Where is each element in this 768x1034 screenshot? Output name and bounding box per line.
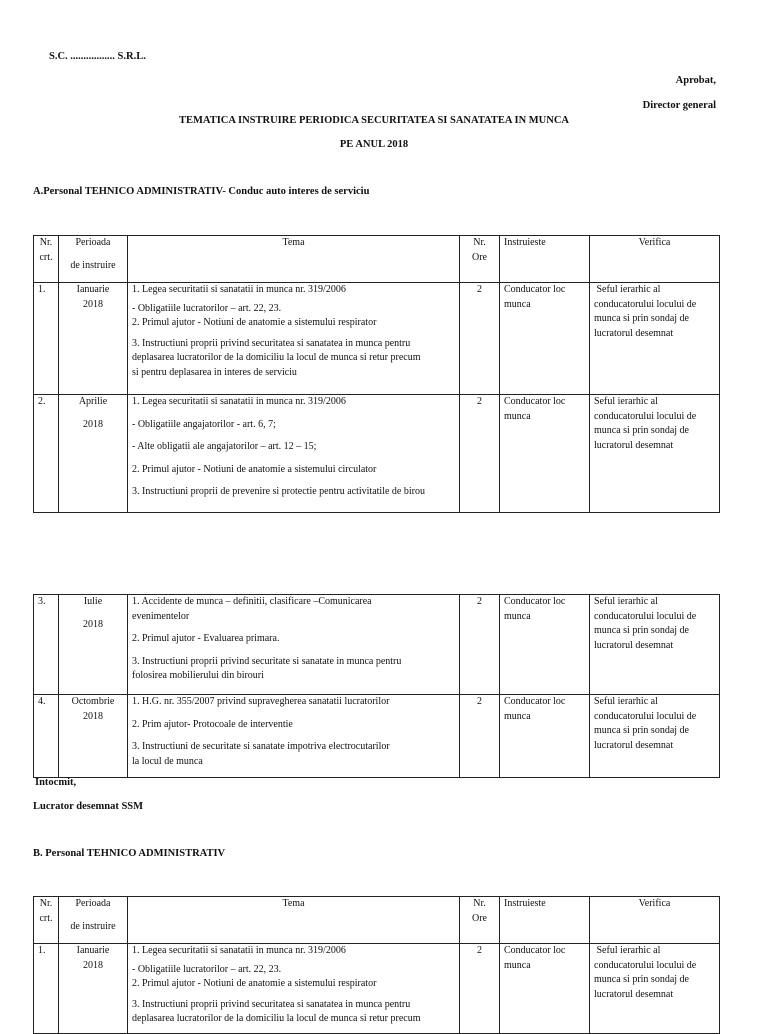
table-row <box>34 595 720 695</box>
row-hours: 2 <box>460 595 500 695</box>
row-topic: 1. Accidente de munca – definitii, clasificare –Comunicarea evenimentelor 2. Primul ajutor - Evaluarea primara. 3. Instructiuni proprii privind securitate si sanatate in munca pentru folosirea mobilierului din birouri <box>128 595 460 695</box>
row-topic: 1. Legea securitatii si sanatatii in munca nr. 319/2006 - Obligatiile lucratorilor – art. 22, 23. 2. Primul ajutor - Notiuni de anatomie a sistemului respirator 3. Instructiuni proprii privind securitatea si sanatatea in munca pentru deplasarea lucratorilor de la domiciliu la locul de munca si retur precum <box>128 944 460 1034</box>
training-table-b <box>33 896 720 1034</box>
row-verifier: Seful ierarhic al conducatorului locului de munca si prin sondaj de lucratorul desemnat <box>590 595 720 695</box>
row-instructor: Conducator loc munca <box>500 595 590 695</box>
row-topic: 1. Legea securitatii si sanatatii in munca nr. 319/2006 - Obligatiile angajatorilor - art. 6, 7; - Alte obligatii ale angajatorilor – art. 12 – 15; 2. Primul ajutor - Notiuni de anatomie a sistemului circulator 3. Instructiuni proprii de prevenire si protectie pentru activitatile de birou <box>128 395 460 513</box>
table-header-row <box>34 236 720 283</box>
header-tema: Tema <box>128 236 460 283</box>
row-number: 1. <box>34 944 59 1034</box>
row-number: 4. <box>34 695 59 778</box>
training-table-a <box>33 235 720 513</box>
header-perioada: Perioada de instruire <box>59 897 128 944</box>
row-instructor: Conducator loc munca <box>500 695 590 778</box>
row-period: Octombrie 2018 <box>59 695 128 778</box>
header-nr-crt: Nr. crt. <box>34 236 59 283</box>
row-number: 3. <box>34 595 59 695</box>
row-hours: 2 <box>460 283 500 395</box>
header-verifica: Verifica <box>590 236 720 283</box>
table-row <box>34 944 720 1034</box>
row-period: Aprilie 2018 <box>59 395 128 513</box>
document-title: TEMATICA INSTRUIRE PERIODICA SECURITATEA SI SANATATEA IN MUNCA <box>178 115 570 126</box>
row-period: Iulie 2018 <box>59 595 128 695</box>
row-verifier: Seful ierarhic al conducatorului locului de munca si prin sondaj de lucratorul desemnat <box>590 395 720 513</box>
row-period: Ianuarie 2018 <box>59 283 128 395</box>
document-year: PE ANUL 2018 <box>339 139 409 150</box>
row-instructor: Conducator loc munca <box>500 283 590 395</box>
header-instruieste: Instruieste <box>500 897 590 944</box>
training-table-a-continued <box>33 594 720 778</box>
header-nr-crt: Nr. crt. <box>34 897 59 944</box>
approval-label: Aprobat, <box>675 75 716 86</box>
section-a-heading: A.Personal TEHNICO ADMINISTRATIV- Conduc auto interes de serviciu <box>33 186 370 197</box>
header-verifica: Verifica <box>590 897 720 944</box>
header-nr-ore: Nr. Ore <box>460 236 500 283</box>
header-nr-ore: Nr. Ore <box>460 897 500 944</box>
header-perioada: Perioada de instruire <box>59 236 128 283</box>
company-name: S.C. ................. S.R.L. <box>49 51 146 62</box>
row-number: 1. <box>34 283 59 395</box>
table-header-row <box>34 897 720 944</box>
prepared-by-label: Intocmit, <box>35 777 77 788</box>
row-instructor: Conducator loc munca <box>500 944 590 1034</box>
row-topic: 1. H.G. nr. 355/2007 privind supravegherea sanatatii lucratorilor 2. Prim ajutor- Protocoale de interventie 3. Instructiuni de securitate si sanatate impotriva electrocutarilor la locul de munca <box>128 695 460 778</box>
table-row <box>34 695 720 778</box>
table-row <box>34 283 720 395</box>
row-verifier: Seful ierarhic al conducatorului locului de munca si prin sondaj de lucratorul desemnat <box>590 944 720 1034</box>
header-instruieste: Instruieste <box>500 236 590 283</box>
row-verifier: Seful ierarhic al conducatorului locului de munca si prin sondaj de lucratorul desemnat <box>590 695 720 778</box>
row-topic: 1. Legea securitatii si sanatatii in munca nr. 319/2006 - Obligatiile lucratorilor – art. 22, 23. 2. Primul ajutor - Notiuni de anatomie a sistemului respirator 3. Instructiuni proprii privind securitatea si sanatatea in munca pentru deplasarea lucratorilor de la domiciliu la locul de munca si retur precum si pentru deplasarea in interes de serviciu <box>128 283 460 395</box>
table-row <box>34 395 720 513</box>
header-tema: Tema <box>128 897 460 944</box>
row-hours: 2 <box>460 944 500 1034</box>
designated-worker-label: Lucrator desemnat SSM <box>33 801 144 812</box>
row-hours: 2 <box>460 395 500 513</box>
row-hours: 2 <box>460 695 500 778</box>
row-period: Ianuarie 2018 <box>59 944 128 1034</box>
row-number: 2. <box>34 395 59 513</box>
row-verifier: Seful ierarhic al conducatorului locului de munca si prin sondaj de lucratorul desemnat <box>590 283 720 395</box>
row-instructor: Conducator loc munca <box>500 395 590 513</box>
director-label: Director general <box>642 100 716 111</box>
section-b-heading: B. Personal TEHNICO ADMINISTRATIV <box>33 848 226 859</box>
